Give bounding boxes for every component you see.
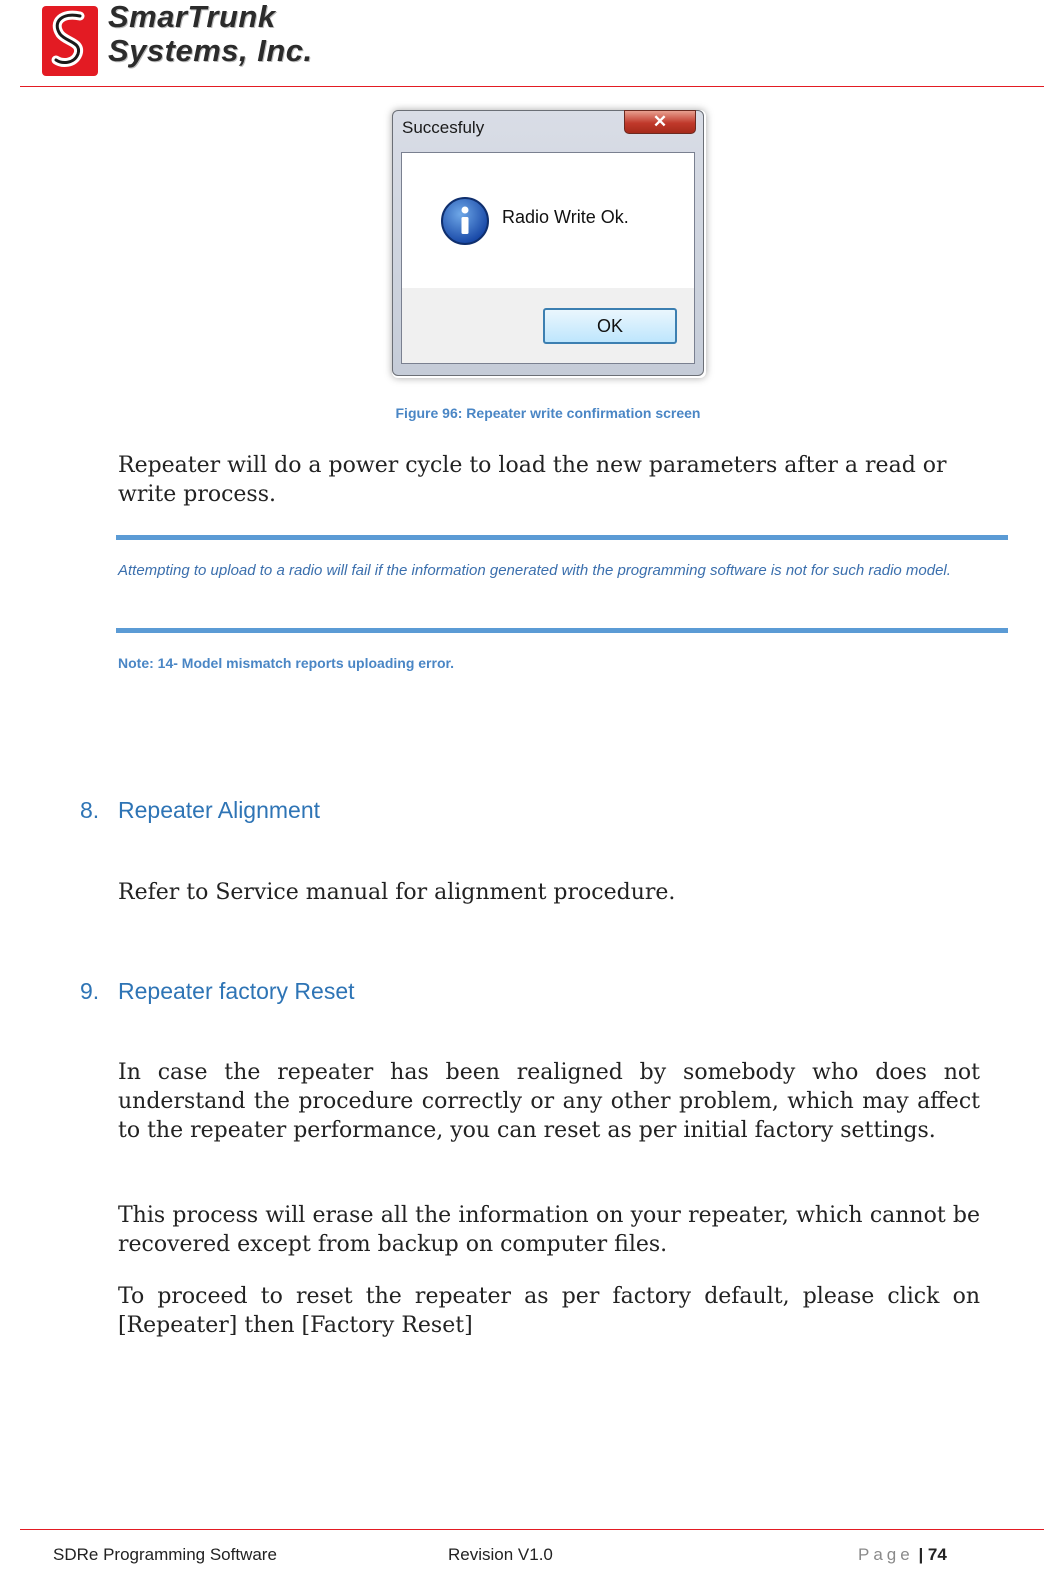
dialog-message: Radio Write Ok. [502, 207, 629, 227]
section-9-number: 9. [80, 978, 100, 1004]
note-text: Attempting to upload to a radio will fail if the information generated with the programming software is not for such radio model. [118, 562, 951, 579]
footer-page [858, 1545, 947, 1565]
figure-caption: Figure 96: Repeater write confirmation screen [395, 405, 701, 421]
section-9-paragraph-3: To proceed to reset the repeater as per factory default, please click on [Repeater] then [Factory Reset] [118, 1284, 980, 1338]
header-divider [20, 86, 1044, 87]
section-8-body: Refer to Service manual for alignment procedure. [118, 880, 676, 905]
company-logo-mark [42, 6, 98, 76]
section-9-heading [80, 978, 580, 1008]
note-top-rule [116, 535, 1008, 540]
dialog-close-button[interactable]: ✕ [624, 110, 696, 134]
note-caption: Note: 14- Model mismatch reports uploading error. [118, 655, 455, 671]
footer-doc-title: SDRe Programming Software [53, 1545, 277, 1564]
company-name-line2: Systems, Inc. [108, 33, 313, 68]
note-bottom-rule [116, 628, 1008, 633]
footer-revision: Revision V1.0 [448, 1545, 553, 1564]
logo-s-icon [42, 6, 98, 76]
footer-page-label: Page [858, 1545, 914, 1564]
section-9-paragraph-2: This process will erase all the information on your repeater, which cannot be recovered except from backup on computer files. [118, 1203, 980, 1257]
dialog-title: Succesfuly [402, 118, 485, 137]
power-cycle-paragraph: Repeater will do a power cycle to load the new parameters after a read or write process. [118, 453, 947, 507]
section-8-heading [80, 797, 580, 827]
ok-button[interactable]: OK [543, 308, 677, 344]
footer-page-number: | 74 [918, 1545, 947, 1564]
section-9-paragraph-1: In case the repeater has been realigned by somebody who does not understand the procedure correctly or any other problem, which may affect to the repeater performance, you can reset as per initial factory settings. [118, 1060, 980, 1143]
section-8-number: 8. [80, 797, 100, 823]
footer-divider [20, 1529, 1044, 1530]
section-9-title: Repeater factory Reset [118, 978, 355, 1004]
company-name-line1: SmarTrunk [108, 0, 276, 34]
info-icon [440, 196, 490, 246]
section-8-title: Repeater Alignment [118, 797, 321, 823]
